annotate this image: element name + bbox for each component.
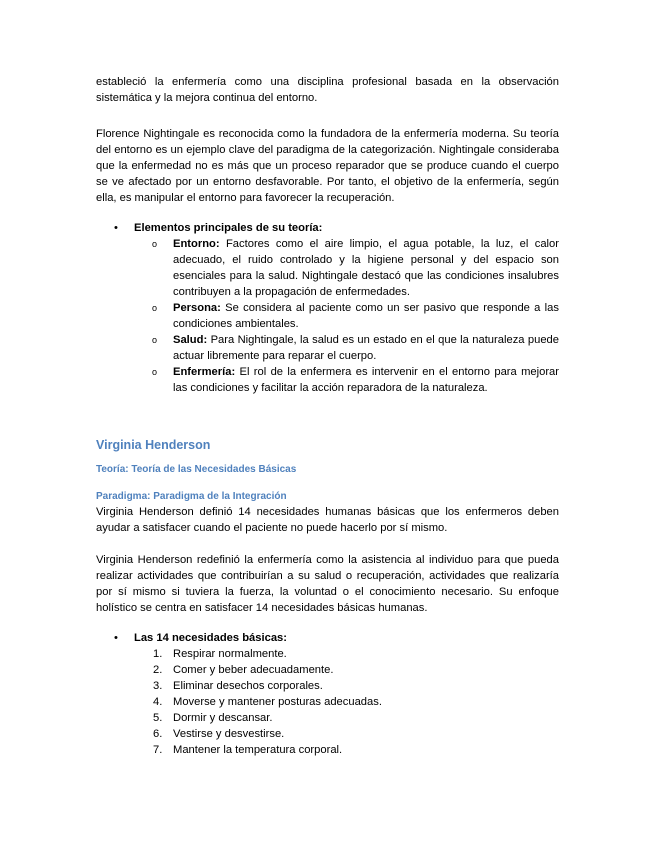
need-text: Mantener la temperatura corporal.: [173, 744, 343, 756]
need-text: Eliminar desechos corporales.: [173, 680, 323, 692]
need-text: Moverse y mantener posturas adecuadas.: [173, 696, 382, 708]
circle-bullet-icon: o: [152, 303, 158, 313]
list-item: [96, 694, 559, 710]
element-term: Salud:: [173, 334, 208, 346]
need-text: Respirar normalmente.: [173, 648, 287, 660]
henderson-needs-list: [96, 630, 559, 758]
list-item: [96, 236, 559, 300]
element-description: Factores como el aire limpio, el agua potable, la luz, el calor adecuado, el ruido controlado y la higiene personal y del espacio son esenciales para la salud. Nightingale destacó que las condiciones insalubres contribuyen a la propagación de enfermedades.: [173, 238, 559, 298]
needs-numbered-list: [134, 646, 559, 758]
list-item: [96, 646, 559, 662]
bullet-icon: •: [114, 632, 118, 644]
need-text: Vestirse y desvestirse.: [173, 728, 285, 740]
item-number: 2.: [153, 664, 163, 676]
circle-bullet-icon: o: [152, 367, 158, 377]
element-term: Persona:: [173, 302, 221, 314]
item-number: 1.: [153, 648, 163, 660]
item-number: 4.: [153, 696, 163, 708]
elements-sublist: [134, 236, 559, 396]
henderson-paragraph-2: Virginia Henderson redefinió la enfermería como la asistencia al individuo para que pueda realizar actividades que contribuirían a su salud o recuperación, actividades que realizaría por sí mismo si tuviera la fuerza, la voluntad o el conocimiento necesario. Su enfoque holístico se centra en satisfacer 14 necesidades básicas humanas.: [96, 554, 559, 614]
bullet-title: Las 14 necesidades básicas:: [134, 632, 287, 644]
element-description: Para Nightingale, la salud es un estado en el que la naturaleza puede actuar libremente para reparar el cuerpo.: [173, 334, 559, 362]
nightingale-paragraph: Florence Nightingale es reconocida como la fundadora de la enfermería moderna. Su teoría del entorno es un ejemplo clave del paradigma de la categorización. Nightingale consideraba que la enfermedad no es más que un proceso reparador que se produce cuando el cuerpo se ve afectado por un entorno desfavorable. Por tanto, el objetivo de la enfermería, según ella, es manipular el entorno para favorecer la recuperación.: [96, 128, 559, 204]
list-item: [96, 742, 559, 758]
item-number: 3.: [153, 680, 163, 692]
item-number: 6.: [153, 728, 163, 740]
list-item: [96, 630, 559, 758]
circle-bullet-icon: o: [152, 335, 158, 345]
bullet-icon: •: [114, 222, 118, 234]
list-item: [96, 662, 559, 678]
item-number: 7.: [153, 744, 163, 756]
item-number: 5.: [153, 712, 163, 724]
need-text: Dormir y descansar.: [173, 712, 273, 724]
list-item: [96, 220, 559, 396]
element-description: El rol de la enfermera es intervenir en el entorno para mejorar las condiciones y facilitar la acción reparadora de la naturaleza.: [173, 366, 559, 394]
henderson-paragraph-1: Virginia Henderson definió 14 necesidades humanas básicas que los enfermeros deben ayudar a satisfacer cuando el paciente no puede hacerlo por sí mismo.: [96, 506, 559, 534]
element-term: Entorno:: [173, 238, 220, 250]
element-description: Se considera al paciente como un ser pasivo que responde a las condiciones ambientales.: [173, 302, 559, 330]
list-item: [96, 332, 559, 364]
element-term: Enfermería:: [173, 366, 236, 378]
nightingale-elements-list: [96, 220, 559, 396]
list-item: [96, 726, 559, 742]
intro-paragraph: estableció la enfermería como una disciplina profesional basada en la observación sistemática y la mejora continua del entorno.: [96, 76, 559, 104]
list-item: [96, 300, 559, 332]
circle-bullet-icon: o: [152, 239, 158, 249]
paradigm-subheading: Paradigma: Paradigma de la Integración: [96, 491, 287, 502]
need-text: Comer y beber adecuadamente.: [173, 664, 334, 676]
page-content: [96, 74, 559, 758]
list-item: [96, 364, 559, 396]
bullet-title: Elementos principales de su teoría:: [134, 222, 323, 234]
list-item: [96, 710, 559, 726]
theory-subheading: Teoría: Teoría de las Necesidades Básicas: [96, 464, 297, 475]
section-heading: Virginia Henderson: [96, 438, 211, 452]
list-item: [96, 678, 559, 694]
